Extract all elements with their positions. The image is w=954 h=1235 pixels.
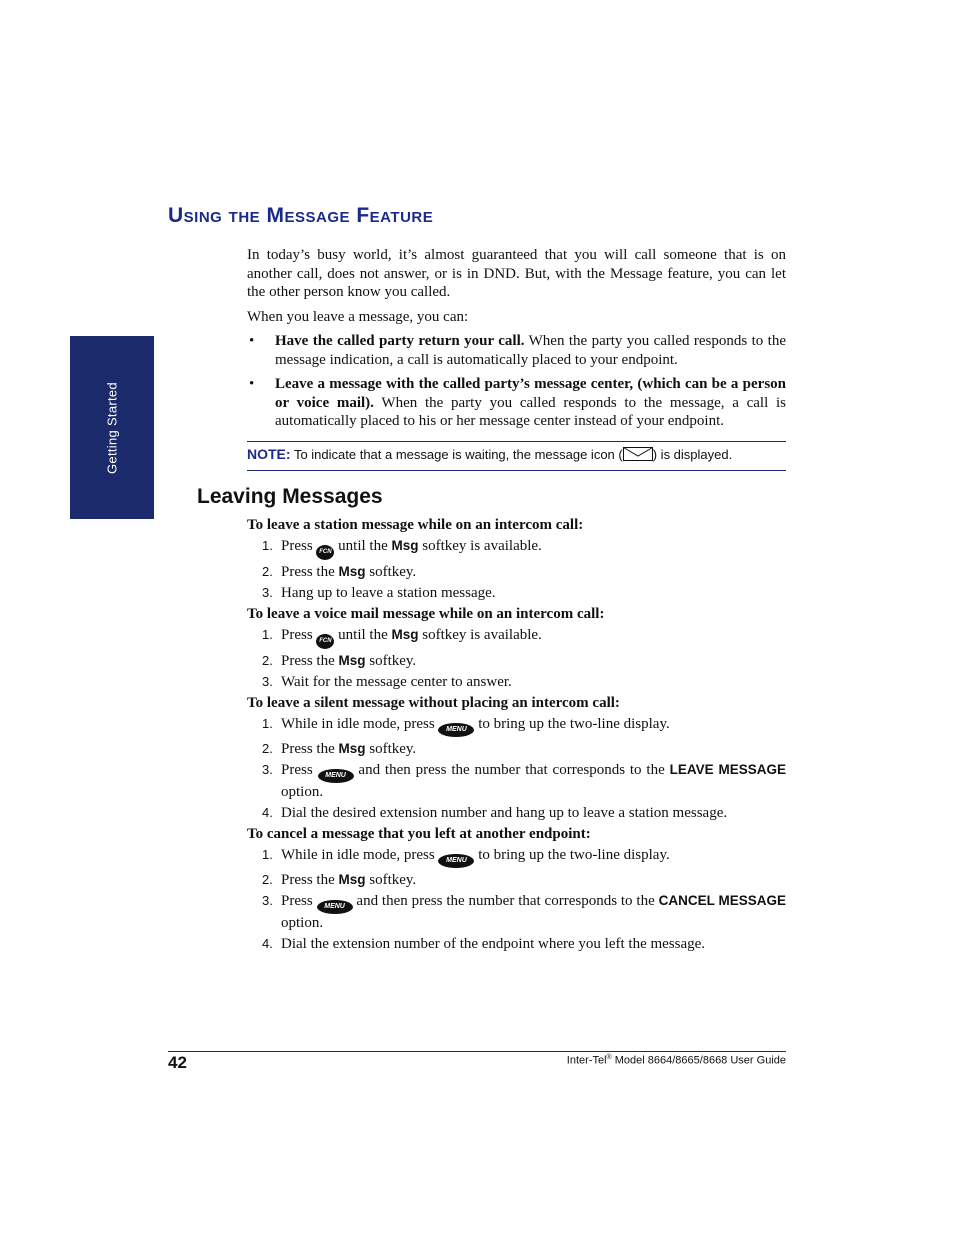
step-text: and then press the number that corresponds to the (353, 762, 670, 778)
procedure-step (247, 537, 786, 560)
step-text: to bring up the two-line display. (474, 847, 670, 863)
procedure-title: To leave a silent message without placing an intercom call: (247, 695, 620, 711)
bullet-icon: • (249, 376, 255, 392)
softkey-label: CANCEL MESSAGE (658, 893, 787, 908)
step-text: softkey. (365, 872, 417, 888)
step-text: softkey. (365, 564, 417, 580)
procedure-step (247, 584, 786, 602)
procedure-steps (247, 715, 786, 822)
section-title: Using the Message Feature (168, 204, 434, 227)
step-text: While in idle mode, press (281, 847, 439, 863)
step-number: 4. (262, 805, 273, 820)
softkey-label: LEAVE MESSAGE (669, 762, 787, 777)
step-number: 4. (262, 936, 273, 951)
procedure-title: To leave a voice mail message while on an intercom call: (247, 606, 605, 622)
procedure-steps (247, 846, 786, 953)
step-text: Hang up to leave a station message. (281, 585, 496, 601)
registered-mark: ® (606, 1054, 612, 1061)
softkey-label: Msg (338, 653, 366, 668)
note-label: NOTE: (247, 445, 291, 462)
procedure-steps (247, 537, 786, 602)
step-text: Wait for the message center to answer. (281, 674, 512, 690)
note-box (247, 441, 786, 471)
procedure-step (247, 626, 786, 649)
step-text: Press (281, 762, 318, 778)
step-number: 2. (262, 653, 273, 668)
softkey-label: Msg (338, 872, 366, 887)
softkey-label: Msg (338, 741, 366, 756)
procedure-step (247, 804, 786, 822)
procedures (247, 516, 786, 956)
step-text: Dial the extension number of the endpoint where you left the message. (281, 936, 706, 952)
bullet-item (247, 332, 786, 369)
step-text: Press the (281, 872, 339, 888)
page-number: 42 (168, 1053, 187, 1072)
step-text: Press the (281, 653, 339, 669)
softkey-label: Msg (338, 564, 366, 579)
menu-key-icon: MENU (438, 723, 474, 737)
footer-brand: Inter-Tel (566, 1054, 607, 1067)
procedure-step (247, 846, 786, 868)
softkey-label: Msg (391, 538, 419, 553)
side-tab-label: Getting Started (104, 381, 120, 474)
bullet-text: When the party you called responds to the message, a call is automatically placed to his or her message center instead of your endpoint. (275, 394, 787, 429)
bullet-text: When the party you called responds to the message indication, a call is automatically placed to your endpoint. (275, 333, 786, 368)
procedure-step (247, 892, 786, 932)
step-text: to bring up the two-line display. (474, 716, 670, 732)
step-text: Press the (281, 564, 339, 580)
step-number: 3. (262, 585, 273, 600)
note-text-after: ) is displayed. (652, 446, 733, 462)
procedure-title: To cancel a message that you left at another endpoint: (247, 826, 591, 842)
step-text: option. (281, 915, 324, 931)
procedure-step (247, 563, 786, 581)
step-text: softkey is available. (418, 538, 542, 554)
step-number: 3. (262, 674, 273, 689)
step-number: 1. (262, 847, 273, 862)
procedure-step (247, 740, 786, 758)
step-text: until the (334, 538, 392, 554)
step-text: Press (281, 893, 317, 909)
procedure-steps (247, 626, 786, 691)
step-text: While in idle mode, press (281, 716, 439, 732)
subsection-title: Leaving Messages (197, 485, 383, 508)
bullet-item (247, 375, 786, 431)
step-text: Press (281, 627, 317, 643)
intro-paragraph: In today’s busy world, it’s almost guaranteed that you will call someone that is on another call, does not answer, or is in DND. But, with the Message feature, you can let the other person know you called. (247, 247, 786, 300)
fcn-key-icon: FCN (316, 634, 334, 649)
fcn-key-icon: FCN (316, 545, 334, 560)
procedure-step (247, 871, 786, 889)
footer-guide: Model 8664/8665/8668 User Guide (611, 1054, 786, 1067)
step-number: 2. (262, 564, 273, 579)
step-number: 3. (262, 762, 273, 777)
procedure-step (247, 761, 786, 801)
step-text: and then press the number that corresponds to the (352, 893, 659, 909)
procedure-step (247, 652, 786, 670)
step-text: softkey. (365, 653, 417, 669)
intro-section (247, 246, 786, 471)
procedure-title: To leave a station message while on an intercom call: (247, 517, 584, 533)
step-text: until the (334, 627, 392, 643)
step-text: option. (281, 784, 324, 800)
softkey-label: Msg (391, 627, 419, 642)
side-tab (70, 336, 154, 519)
lead-paragraph: When you leave a message, you can: (247, 308, 469, 325)
bullet-bold: Have the called party return your call. (275, 333, 525, 349)
procedure-step (247, 673, 786, 691)
step-text: Dial the desired extension number and hang up to leave a station message. (281, 805, 728, 821)
step-text: Press the (281, 741, 339, 757)
step-number: 1. (262, 627, 273, 642)
step-text: softkey. (365, 741, 417, 757)
step-number: 3. (262, 893, 273, 908)
footer-guide-title (567, 1054, 786, 1067)
menu-key-icon: MENU (318, 769, 354, 783)
note-text-before: To indicate that a message is waiting, the message icon ( (290, 446, 623, 462)
procedure-step (247, 935, 786, 953)
footer-divider (168, 1051, 786, 1052)
step-number: 2. (262, 872, 273, 887)
bullet-bold: Leave a message with the called party’s message center, (which can be a person or voice mail). (275, 376, 786, 411)
step-text: softkey is available. (418, 627, 542, 643)
procedure-step (247, 715, 786, 737)
step-number: 1. (262, 538, 273, 553)
step-number: 2. (262, 741, 273, 756)
menu-key-icon: MENU (317, 900, 353, 914)
bullet-icon: • (249, 333, 255, 349)
bullet-list (247, 332, 786, 431)
step-text: Press (281, 538, 317, 554)
envelope-icon (623, 447, 653, 466)
step-number: 1. (262, 716, 273, 731)
menu-key-icon: MENU (438, 854, 474, 868)
